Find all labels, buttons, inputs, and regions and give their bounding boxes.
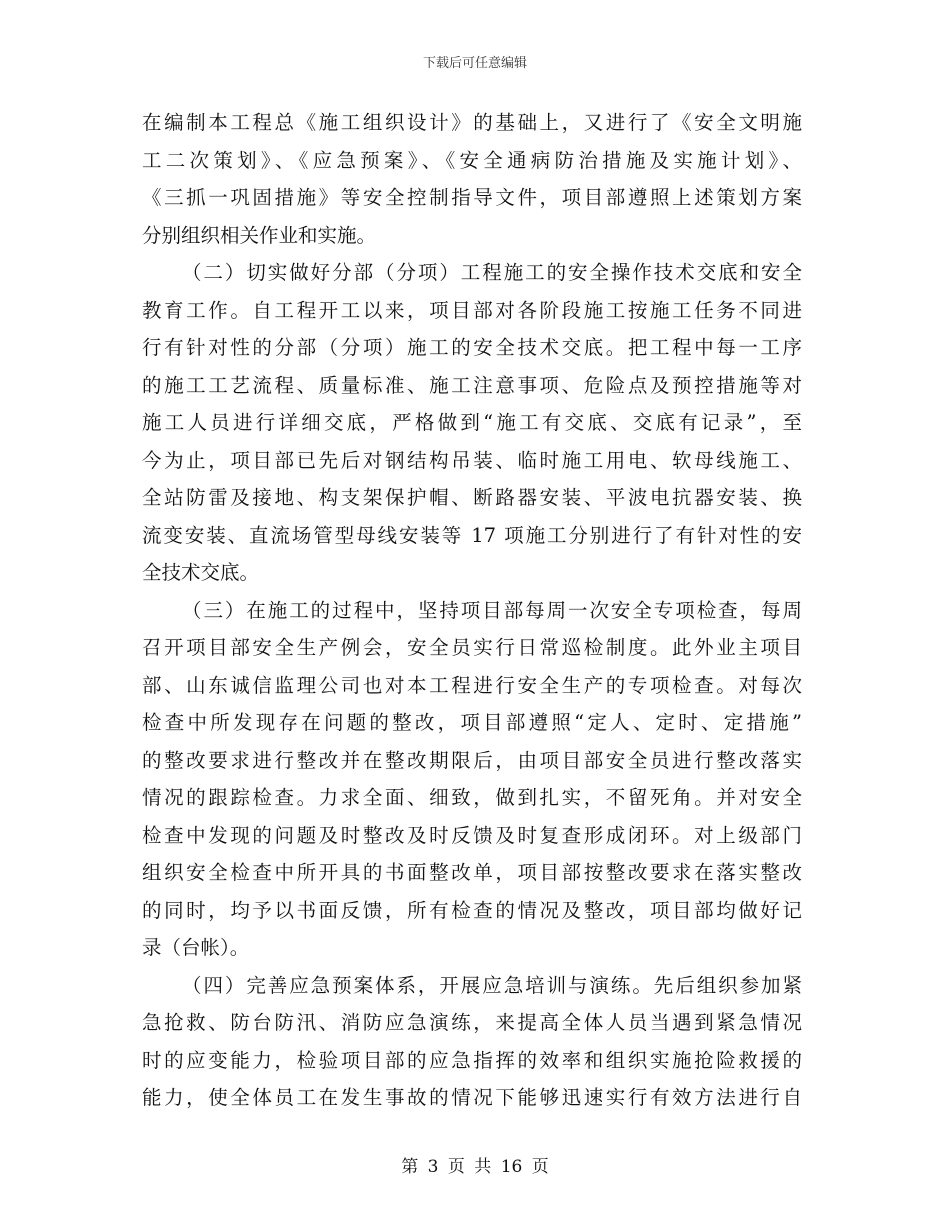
paragraph <box>142 254 802 592</box>
text-line: 组织安全检查中所开具的书面整改单，项目部按整改要求在落实整改 <box>142 861 802 884</box>
document-body <box>142 104 802 1117</box>
paragraph <box>142 104 802 254</box>
text-line: 召开项目部安全生产例会，安全员实行日常巡检制度。此外业主项目 <box>142 636 802 659</box>
text-line: 教育工作。自工程开工以来，项目部对各阶段施工按施工任务不同进 <box>142 298 802 322</box>
text-line: 检查中发现的问题及时整改及时反馈及时复查形成闭环。对上级部门 <box>142 823 802 847</box>
text-line: 在编制本工程总《施工组织设计》的基础上，又进行了《安全文明施 <box>142 111 802 134</box>
text-line: 工二次策划》、《应急预案》、《安全通病防治措施及实施计划》、 <box>142 148 802 172</box>
text-line: 能力，使全体员工在发生事故的情况下能够迅速实行有效方法进行自 <box>142 1086 802 1109</box>
text-line: （三）在施工的过程中，坚持项目部每周一次安全专项检查，每周 <box>182 598 802 622</box>
text-line: 的施工工艺流程、质量标准、施工注意事项、危险点及预控措施等对 <box>142 373 802 397</box>
text-line: 的整改要求进行整改并在整改期限后，由项目部安全员进行整改落实 <box>142 748 802 772</box>
text-line: （二）切实做好分部（分项）工程施工的安全操作技术交底和安全 <box>182 261 802 284</box>
text-line: 录（台帐）。 <box>142 936 250 959</box>
text-line: 检查中所发现存在问题的整改，项目部遵照“定人、定时、定措施” <box>142 711 802 734</box>
page-footer: 第 3 页 共 16 页 <box>401 1157 549 1177</box>
text-line: 的同时，均予以书面反馈，所有检查的情况及整改，项目部均做好记 <box>142 898 802 922</box>
text-line: 情况的跟踪检查。力求全面、细致，做到扎实，不留死角。并对安全 <box>142 786 802 809</box>
text-line: 分别组织相关作业和实施。 <box>142 223 377 247</box>
text-line: （四）完善应急预案体系，开展应急培训与演练。先后组织参加紧 <box>182 973 802 997</box>
text-line: 全站防雷及接地、构支架保护帽、断路器安装、平波电抗器安装、换 <box>142 486 802 509</box>
text-line: 急抢救、防台防汛、消防应急演练，来提高全体人员当遇到紧急情况 <box>142 1011 802 1034</box>
text-line: 行有针对性的分部（分项）施工的安全技术交底。把工程中每一工序 <box>142 336 802 359</box>
text-line: 全技术交底。 <box>142 561 260 584</box>
paragraph <box>142 967 802 1117</box>
text-line: 流变安装、直流场管型母线安装等 17 项施工分别进行了有针对性的安 <box>142 523 802 547</box>
text-line: 今为止，项目部已先后对钢结构吊装、临时施工用电、软母线施工、 <box>142 448 802 472</box>
text-line: 时的应变能力，检验项目部的应急指挥的效率和组织实施抢险救援的 <box>142 1048 802 1072</box>
text-line: 部、山东诚信监理公司也对本工程进行安全生产的专项检查。对每次 <box>142 673 802 697</box>
paragraph <box>142 592 802 967</box>
page-header: 下载后可任意编辑 <box>422 56 527 71</box>
text-line: 施工人员进行详细交底，严格做到“施工有交底、交底有记录”，至 <box>142 411 802 434</box>
text-line: 《三抓一巩固措施》等安全控制指导文件，项目部遵照上述策划方案 <box>142 186 802 209</box>
